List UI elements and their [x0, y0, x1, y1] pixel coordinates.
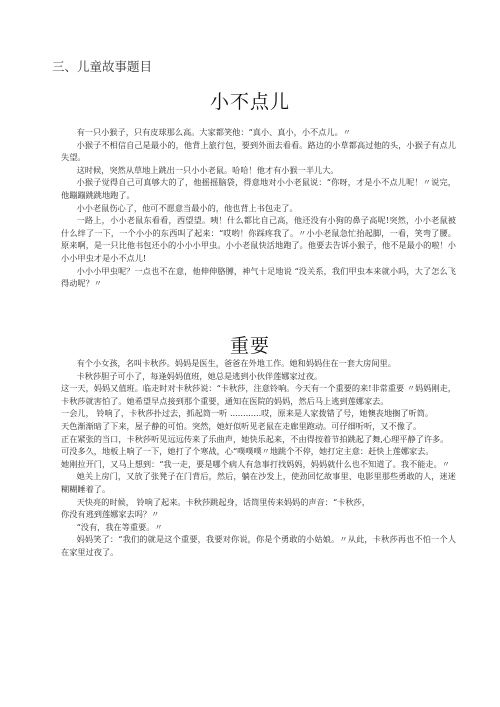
paragraph: 正在紧张的当口，卡秋莎听见远远传来了乐曲声，她快乐起来，不由得按着节拍跳起了舞,心理平静了许多。: [61, 433, 449, 444]
story-title: 小不点儿: [209, 91, 290, 113]
paragraph: 天快亮的时候， 铃响了起来。卡秋莎跳起身，话筒里传来妈妈的声音：“卡秋莎，: [76, 496, 370, 507]
section-heading: 三、儿童故事题目: [52, 59, 153, 74]
paragraph: 有个小女孩，名叫卡秋莎。妈妈是医生，爸爸在外地工作。她和妈妈住在一套大房间里。: [76, 358, 396, 368]
paragraph: 她关上房门，又放了张凳子在门背后，然后，躺在沙发上，使劲回忆故事里、电影里那些勇敢的人，迷迷糊糊睡着了。: [61, 471, 456, 494]
paragraph: “没有，我在等重要。〃: [76, 521, 163, 532]
story-title: 重要: [229, 335, 270, 357]
paragraph: 小猴子觉得自己可真够大的了，他摇摇脑袋，得意地对小小老鼠说：“你呀，才是小不点儿呢！〃说完，他蹦蹦跳跳地跑了。: [61, 177, 456, 200]
paragraph: 天色渐渐暗了下来，屋子静的可怕。突然，她好似听见老鼠在走廊里跑动。可仔细听听，又不像了。: [61, 420, 422, 431]
paragraph: 妈妈笑了：“我们的就是这个重要，我要对你说，你是个勇敢的小姑娘。〃从此，卡秋莎再也不怕一个人在家里过夜了。: [61, 534, 456, 557]
paragraph: 有一只小猴子，只有皮球那么高。大家都笑他：“真小、真小，小不点儿。〃: [76, 127, 351, 137]
paragraph: 卡秋莎胆子可小了，每逢妈妈值班，她总是逃到小伙伴莲娜家过夜。: [76, 370, 323, 381]
paragraph: 可没多久，地板上响了一下，她打了个寒战，心“噗噗噗〃地跳个不停，她打定主意：赶快上莲娜家去。: [61, 446, 434, 457]
paragraph: 你没有逃到莲娜家去吗？〃: [61, 509, 160, 520]
paragraph: 她刚拉开门，又马上想到：“我一走，要是哪个病人有急事打找妈妈，妈妈就什么也不知道了。我不能走。〃: [61, 458, 450, 469]
paragraph: 小小老鼠伤心了，他可不愿意当最小的，他也背上书包走了。: [76, 202, 298, 213]
story-body: [61, 126, 456, 290]
paragraph: 这一天，妈妈又值班。临走时对卡秋莎说：“卡秋莎，注意铃响。今天有一个重要的来!非常重要 〃妈妈刚走，卡秋莎就害怕了。她希望早点接到那个重要，通知在医院的妈妈，然后马上逃到莲娜家去。: [61, 383, 456, 406]
story-body: [61, 357, 456, 559]
paragraph: 这时候，突然从草地上跳出一只小小老鼠。哈哈！他才有小猴一半儿大。: [76, 164, 339, 175]
paragraph: 一会儿， 铃响了，卡秋莎扑过去，抓起筒一听 ............哎，原来是人家拨错了号，她懊丧地搁了听筒。: [61, 408, 434, 419]
paragraph: 小小小甲虫呢？一点也不在意，他伸伸胳膊，神气十足地说 “没关系，我们甲虫本来就小吗，大了怎么飞得动呢？〃: [61, 265, 456, 289]
paragraph: 一路上，小小老鼠东看看，西望望。咦！什么都比自己高，他还没有小狗的鼻子高呢!突然，小小老鼠被什么绊了一下，一个小小的东西叫了起来：“哎哟！你踩疼我了。〃小小老鼠急忙抬起脚，一看，笑弯了腰。原来啊，是一只比他书包还小的小小小甲虫。小小老鼠快活地跑了。他要去告诉小猴子，他不是最小的啦！小小小甲虫才是小不点儿!: [61, 215, 456, 263]
paragraph: 小猴子不相信自己是最小的，他背上旅行包，要到外面去看看。路边的小草都高过他的头，小猴子有点儿失望。: [61, 139, 456, 163]
